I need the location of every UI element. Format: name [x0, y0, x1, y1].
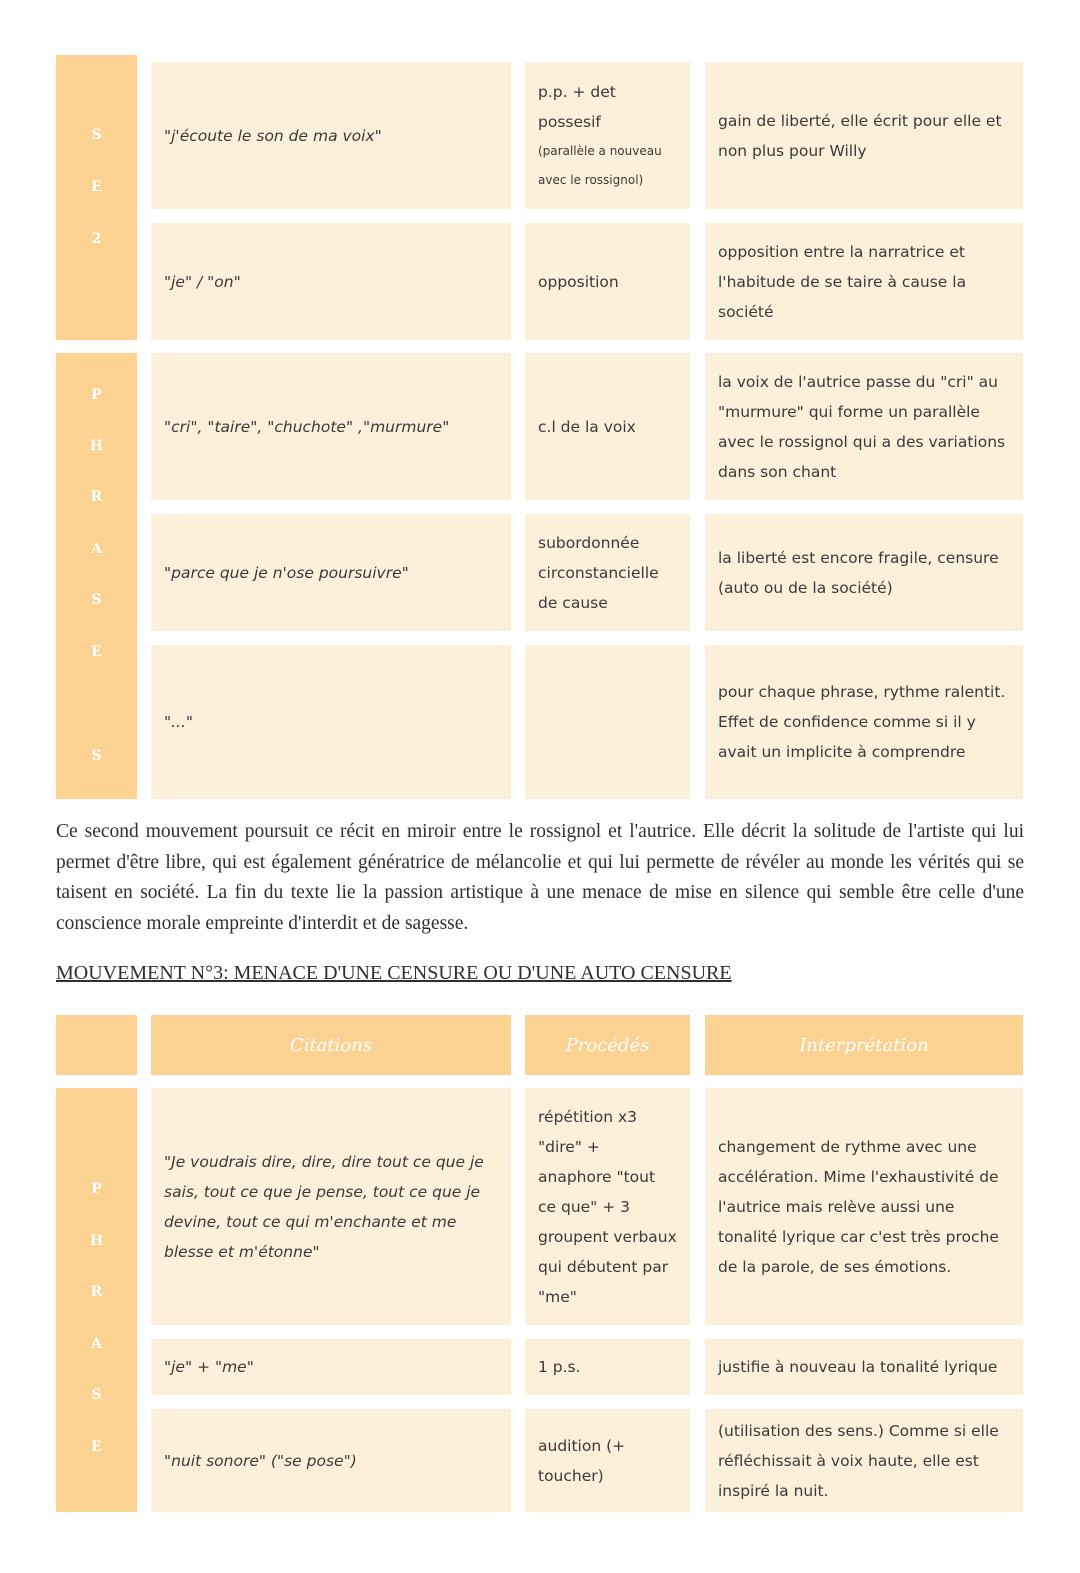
procede-cell: opposition	[525, 223, 690, 340]
side-letter: S	[91, 127, 102, 143]
procede-cell: audition (+ toucher)	[525, 1409, 690, 1512]
side-letter: 2	[91, 231, 102, 247]
interpretation-cell: (utilisation des sens.) Comme si elle réfléchissait à voix haute, elle est inspiré la nuit.	[705, 1409, 1023, 1512]
citation-cell: "j'écoute le son de ma voix"	[151, 62, 511, 209]
side-label-block-2	[56, 353, 137, 799]
side-letter: P	[91, 1181, 102, 1197]
interpretation-cell: opposition entre la narratrice et l'habitude de se taire à cause la société	[705, 223, 1023, 340]
side-letter: S	[91, 748, 102, 764]
interpretation-cell: gain de liberté, elle écrit pour elle et non plus pour Willy	[705, 62, 1023, 209]
side-letter: E	[91, 179, 102, 195]
side-label-block-1	[56, 55, 137, 340]
interpretation-cell: justifie à nouveau la tonalité lyrique	[705, 1339, 1023, 1395]
side-letter: E	[91, 1439, 102, 1455]
side-letter: A	[91, 1336, 102, 1352]
citation-cell: "nuit sonore" ("se pose")	[151, 1409, 511, 1512]
citation-cell: "je" / "on"	[151, 223, 511, 340]
side-letter: R	[90, 489, 103, 505]
procede-cell	[525, 62, 690, 209]
interpretation-cell: la voix de l'autrice passe du "cri" au "murmure" qui forme un parallèle avec le rossignol qui a des variations dans son chant	[705, 353, 1023, 500]
interpretation-cell: changement de rythme avec une accélération. Mime l'exhaustivité de l'autrice mais relève aussi une tonalité lyrique car c'est très proche de la parole, de ses émotions.	[705, 1088, 1023, 1325]
side-letter: R	[90, 1284, 103, 1300]
side-letter: P	[91, 387, 102, 403]
procede-cell: répétition x3 "dire" + anaphore "tout ce que" + 3 groupent verbaux qui débutent par "me"	[525, 1088, 690, 1325]
movement-title: MOUVEMENT N°3: MENACE D'UNE CENSURE OU D'UNE AUTO CENSURE	[56, 962, 732, 984]
interpretation-cell: la liberté est encore fragile, censure (auto ou de la société)	[705, 514, 1023, 631]
side-letter: E	[91, 644, 102, 660]
side-letter: H	[89, 438, 104, 454]
citation-cell: "parce que je n'ose poursuivre"	[151, 514, 511, 631]
side-letter: A	[91, 541, 102, 557]
procede-cell	[525, 645, 690, 799]
citation-cell: "cri", "taire", "chuchote" ,"murmure"	[151, 353, 511, 500]
procede-cell: c.l de la voix	[525, 353, 690, 500]
procede-cell: 1 p.s.	[525, 1339, 690, 1395]
interpretation-cell: pour chaque phrase, rythme ralentit. Effet de confidence comme si il y avait un implicite à comprendre	[705, 645, 1023, 799]
citation-cell: "Je voudrais dire, dire, dire tout ce que je sais, tout ce que je pense, tout ce que je devine, tout ce qui m'enchante et me blesse et m'étonne"	[151, 1088, 511, 1325]
header-interpretation: Interprétation	[705, 1015, 1023, 1075]
header-citations: Citations	[151, 1015, 511, 1075]
header-blank-cell	[56, 1015, 137, 1075]
side-letter: H	[89, 1233, 104, 1249]
procede-text: p.p. + det possesif	[538, 82, 616, 131]
side-letter: S	[91, 1387, 102, 1403]
summary-paragraph: Ce second mouvement poursuit ce récit en miroir entre le rossignol et l'autrice. Elle décrit la solitude de l'artiste qui lui permet d'être libre, qui est également génératrice de mélancolie et qui lui permette de révéler au monde les vérités qui se taisent en société. La fin du texte lie la passion artistique à une menace de mise en silence qui semble être celle d'une conscience morale empreinte d'interdit et de sagesse.	[56, 821, 1024, 934]
side-label-block-3	[56, 1088, 137, 1512]
procede-cell: subordonnée circonstancielle de cause	[525, 514, 690, 631]
side-letter: S	[91, 592, 102, 608]
procede-note: (parallèle a nouveau avec le rossignol)	[538, 143, 662, 187]
citation-cell: "..."	[151, 645, 511, 799]
header-procedes: Procédés	[525, 1015, 690, 1075]
citation-cell: "je" + "me"	[151, 1339, 511, 1395]
